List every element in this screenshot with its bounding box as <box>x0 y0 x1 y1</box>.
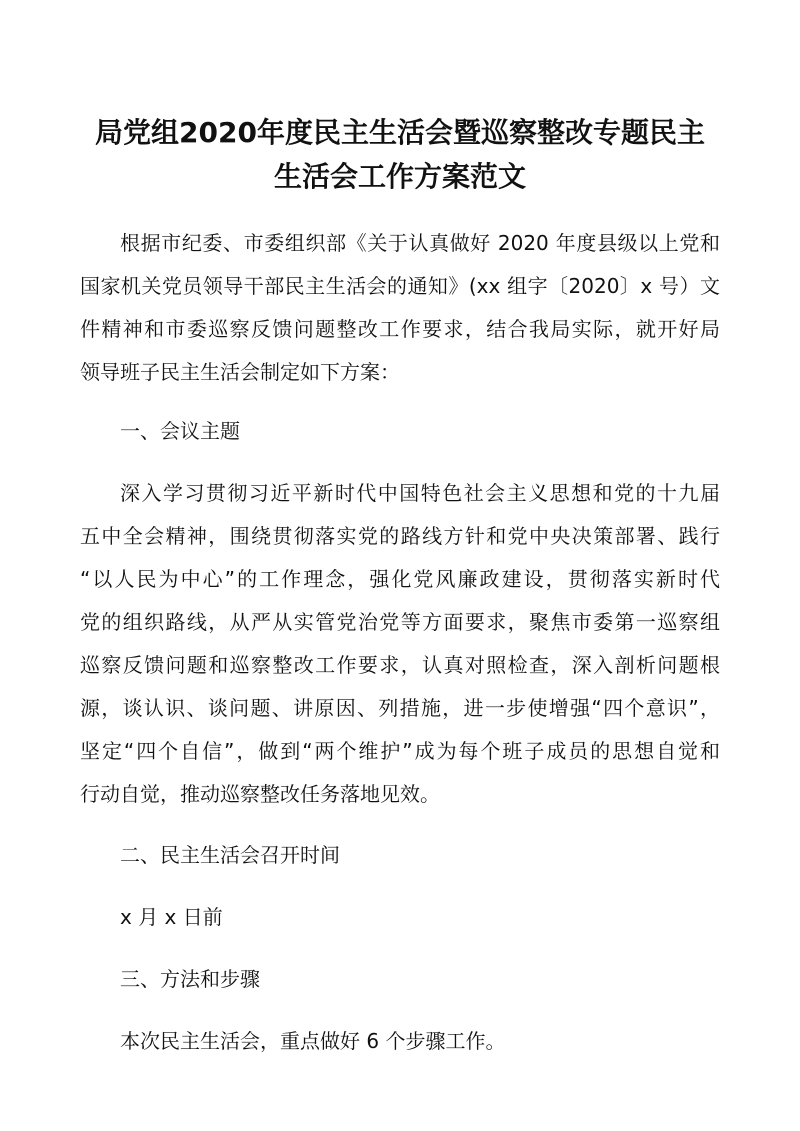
paragraph-line: 件精神和市委巡察反馈问题整改工作要求，结合我局实际，就开好局 <box>80 317 720 341</box>
paragraph-line: 五中全会精神，围绕贯彻落实党的路线方针和党中央决策部署、践行 <box>80 524 720 548</box>
paragraph-line: 巡察反馈问题和巡察整改工作要求，认真对照检查，深入剖析问题根 <box>80 653 720 677</box>
section-heading-3: 三、方法和步骤 <box>120 967 260 991</box>
paragraph-line: 深入学习贯彻习近平新时代中国特色社会主义思想和党的十九届 <box>120 481 720 505</box>
paragraph-line: 行动自觉，推动巡察整改任务落地见效。 <box>80 782 440 806</box>
paragraph-line: 坚定“四个自信”，做到“两个维护”成为每个班子成员的思想自觉和 <box>80 739 720 763</box>
paragraph-line: 领导班子民主生活会制定如下方案： <box>80 360 400 384</box>
paragraph-line: 党的组织路线，从严从实管党治党等方面要求，聚焦市委第一巡察组 <box>80 610 720 634</box>
document-title-line-2: 生活会工作方案范文 <box>273 160 526 193</box>
section-heading-2: 二、民主生活会召开时间 <box>120 843 340 867</box>
section-heading-1: 一、会议主题 <box>120 419 240 443</box>
section-3-text: 本次民主生活会，重点做好 6 个步骤工作。 <box>120 1029 506 1053</box>
paragraph-line: 源，谈认识、谈问题、讲原因、列措施，进一步使增强“四个意识”， <box>80 696 720 720</box>
paragraph-line: 国家机关党员领导干部民主生活会的通知》(xx 组字〔2020〕x 号）文 <box>80 274 720 298</box>
section-2-text: x 月 x 日前 <box>120 905 223 929</box>
document-title-line-1: 局党组2020年度民主生活会暨巡察整改专题民主 <box>95 116 705 149</box>
paragraph-line: “以人民为中心”的工作理念，强化党风廉政建设，贯彻落实新时代 <box>80 567 720 591</box>
paragraph-line: 根据市纪委、市委组织部《关于认真做好 2020 年度县级以上党和 <box>120 231 720 255</box>
